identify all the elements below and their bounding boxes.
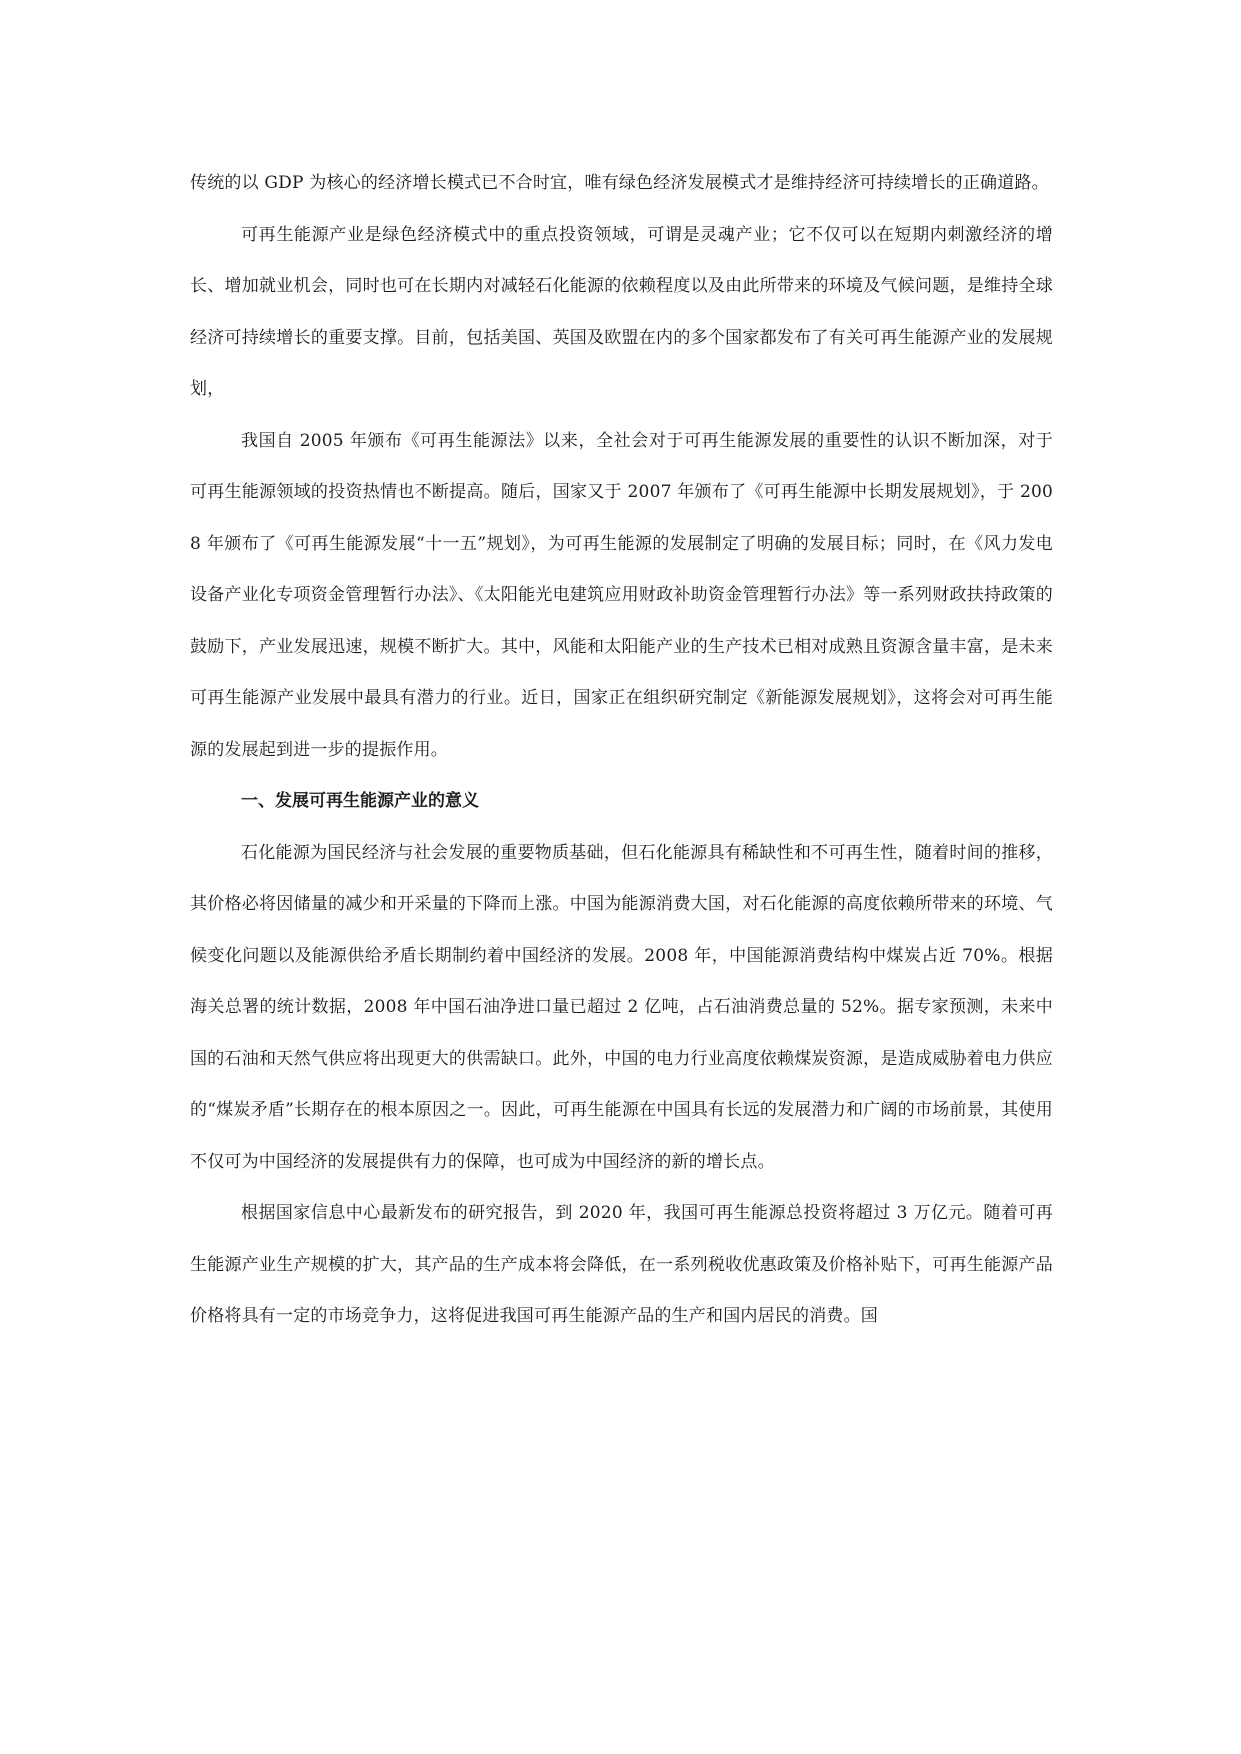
paragraph: 我国自 2005 年颁布《可再生能源法》以来，全社会对于可再生能源发展的重要性的认识不断加深，对于可再生能源领域的投资热情也不断提高。随后，国家又于 2007 年颁布了《可再生能源中长期发展规划》，于 2008 年颁布了《可再生能源发展“十一五”规划》，为可再生能源的发展制定了明确的发展目标；同时，在《风力发电设备产业化专项资金管理暂行办法》、《太阳能光电建筑应用财政补助资金管理暂行办法》等一系列财政扶持政策的鼓励下，产业发展迅速，规模不断扩大。其中，风能和太阳能产业的生产技术已相对成熟且资源含量丰富，是未来可再生能源产业发展中最具有潜力的行业。近日，国家正在组织研究制定《新能源发展规划》，这将会对可再生能源的发展起到进一步的提振作用。 — [190, 430, 1053, 760]
paragraph: 可再生能源产业是绿色经济模式中的重点投资领域，可谓是灵魂产业；它不仅可以在短期内刺激经济的增长、增加就业机会，同时也可在长期内对减轻石化能源的依赖程度以及由此所带来的环境及气候问题，是维持全球经济可持续增长的重要支撑。目前，包括美国、英国及欧盟在内的多个国家都发布了有关可再生能源产业的发展规划， — [190, 224, 1053, 399]
document-page — [190, 158, 1053, 1343]
paragraph: 石化能源为国民经济与社会发展的重要物质基础，但石化能源具有稀缺性和不可再生性，随着时间的推移，其价格必将因储量的减少和开采量的下降而上涨。中国为能源消费大国，对石化能源的高度依赖所带来的环境、气候变化问题以及能源供给矛盾长期制约着中国经济的发展。2008 年，中国能源消费结构中煤炭占近 70%。根据海关总署的统计数据，2008 年中国石油净进口量已超过 2 亿吨，占石油消费总量的 52%。据专家预测，未来中国的石油和天然气供应将出现更大的供需缺口。此外，中国的电力行业高度依赖煤炭资源，是造成威胁着电力供应的“煤炭矛盾”长期存在的根本原因之一。因此，可再生能源在中国具有长远的发展潜力和广阔的市场前景，其使用不仅可为中国经济的发展提供有力的保障，也可成为中国经济的新的增长点。 — [190, 842, 1053, 1172]
paragraph: 根据国家信息中心最新发布的研究报告，到 2020 年，我国可再生能源总投资将超过 3 万亿元。随着可再生能源产业生产规模的扩大，其产品的生产成本将会降低，在一系列税收优惠政策及价格补贴下，可再生能源产品价格将具有一定的市场竞争力，这将促进我国可再生能源产品的生产和国内居民的消费。国 — [190, 1203, 1053, 1326]
section-heading: 一、发展可再生能源产业的意义 — [241, 791, 479, 811]
paragraph: 传统的以 GDP 为核心的经济增长模式已不合时宜，唯有绿色经济发展模式才是维持经济可持续增长的正确道路。 — [190, 173, 1049, 193]
